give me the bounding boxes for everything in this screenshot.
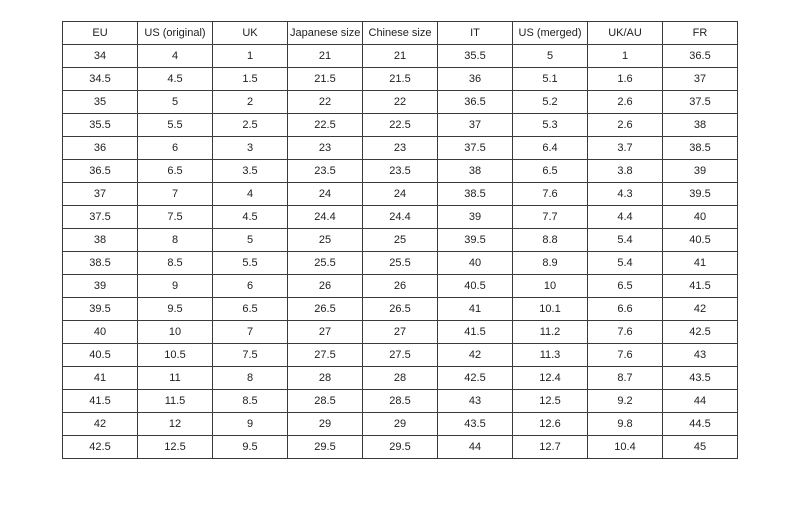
column-header-it: IT <box>438 22 513 45</box>
table-row <box>63 367 738 390</box>
table-cell: 44 <box>438 436 513 459</box>
table-cell: 39.5 <box>63 298 138 321</box>
table-cell: 38 <box>663 114 738 137</box>
table-row <box>63 344 738 367</box>
table-cell: 40 <box>63 321 138 344</box>
table-cell: 12.4 <box>513 367 588 390</box>
table-cell: 21.5 <box>363 68 438 91</box>
table-cell: 11.2 <box>513 321 588 344</box>
table-cell: 9.2 <box>588 390 663 413</box>
table-cell: 39 <box>63 275 138 298</box>
table-cell: 11 <box>138 367 213 390</box>
table-cell: 43.5 <box>438 413 513 436</box>
table-cell: 35.5 <box>438 45 513 68</box>
header-row <box>63 22 738 45</box>
table-cell: 7.6 <box>513 183 588 206</box>
table-row <box>63 252 738 275</box>
table-cell: 40.5 <box>63 344 138 367</box>
table-cell: 42.5 <box>663 321 738 344</box>
table-row <box>63 275 738 298</box>
table-cell: 38.5 <box>438 183 513 206</box>
table-cell: 9 <box>213 413 288 436</box>
table-cell: 24 <box>288 183 363 206</box>
table-cell: 2.5 <box>213 114 288 137</box>
table-cell: 4.5 <box>138 68 213 91</box>
table-cell: 6 <box>213 275 288 298</box>
table-cell: 8 <box>138 229 213 252</box>
table-cell: 22.5 <box>288 114 363 137</box>
table-cell: 37.5 <box>63 206 138 229</box>
table-cell: 37 <box>663 68 738 91</box>
table-cell: 4.3 <box>588 183 663 206</box>
table-cell: 40.5 <box>438 275 513 298</box>
table-cell: 34.5 <box>63 68 138 91</box>
table-cell: 7.7 <box>513 206 588 229</box>
table-row <box>63 91 738 114</box>
column-header-uk: UK <box>213 22 288 45</box>
table-cell: 26 <box>288 275 363 298</box>
table-cell: 29.5 <box>288 436 363 459</box>
table-cell: 41 <box>663 252 738 275</box>
table-cell: 6.5 <box>213 298 288 321</box>
table-cell: 35.5 <box>63 114 138 137</box>
table-cell: 2.6 <box>588 91 663 114</box>
column-header-eu: EU <box>63 22 138 45</box>
table-cell: 38 <box>63 229 138 252</box>
table-cell: 4.5 <box>213 206 288 229</box>
table-cell: 37.5 <box>663 91 738 114</box>
column-header-japanese-size: Japanese size <box>288 22 363 45</box>
table-cell: 42 <box>63 413 138 436</box>
table-cell: 8.8 <box>513 229 588 252</box>
table-cell: 23 <box>288 137 363 160</box>
table-cell: 43 <box>438 390 513 413</box>
table-cell: 9.5 <box>138 298 213 321</box>
column-header-uk-au: UK/AU <box>588 22 663 45</box>
table-cell: 25.5 <box>288 252 363 275</box>
table-cell: 28 <box>363 367 438 390</box>
table-cell: 22 <box>363 91 438 114</box>
table-cell: 3.5 <box>213 160 288 183</box>
table-cell: 6.6 <box>588 298 663 321</box>
table-row <box>63 206 738 229</box>
table-cell: 39 <box>663 160 738 183</box>
table-cell: 22 <box>288 91 363 114</box>
table-cell: 36.5 <box>438 91 513 114</box>
table-cell: 38.5 <box>663 137 738 160</box>
table-cell: 27.5 <box>363 344 438 367</box>
table-cell: 37 <box>63 183 138 206</box>
table-cell: 36.5 <box>63 160 138 183</box>
table-cell: 42.5 <box>63 436 138 459</box>
table-cell: 6.5 <box>138 160 213 183</box>
size-conversion-table-container <box>62 21 738 459</box>
table-cell: 38 <box>438 160 513 183</box>
table-cell: 5.2 <box>513 91 588 114</box>
table-cell: 6.5 <box>588 275 663 298</box>
table-cell: 27.5 <box>288 344 363 367</box>
table-cell: 41 <box>438 298 513 321</box>
table-cell: 5 <box>213 229 288 252</box>
table-cell: 8.5 <box>213 390 288 413</box>
table-cell: 7 <box>138 183 213 206</box>
table-cell: 8.9 <box>513 252 588 275</box>
table-cell: 12.7 <box>513 436 588 459</box>
table-cell: 12 <box>138 413 213 436</box>
table-cell: 3.8 <box>588 160 663 183</box>
table-cell: 23 <box>363 137 438 160</box>
table-cell: 42 <box>663 298 738 321</box>
table-cell: 21 <box>363 45 438 68</box>
table-cell: 26.5 <box>288 298 363 321</box>
table-cell: 29 <box>288 413 363 436</box>
table-body <box>63 45 738 459</box>
table-row <box>63 229 738 252</box>
table-cell: 1.5 <box>213 68 288 91</box>
table-cell: 1 <box>213 45 288 68</box>
table-row <box>63 114 738 137</box>
table-row <box>63 321 738 344</box>
table-cell: 9 <box>138 275 213 298</box>
table-cell: 5.5 <box>213 252 288 275</box>
table-cell: 8 <box>213 367 288 390</box>
table-row <box>63 160 738 183</box>
table-cell: 5 <box>138 91 213 114</box>
table-cell: 41.5 <box>663 275 738 298</box>
table-cell: 25.5 <box>363 252 438 275</box>
table-cell: 10 <box>513 275 588 298</box>
table-cell: 4 <box>138 45 213 68</box>
table-cell: 10.1 <box>513 298 588 321</box>
table-cell: 24.4 <box>288 206 363 229</box>
size-conversion-table <box>62 21 738 459</box>
table-cell: 10.4 <box>588 436 663 459</box>
table-cell: 35 <box>63 91 138 114</box>
table-cell: 42 <box>438 344 513 367</box>
table-cell: 40.5 <box>663 229 738 252</box>
table-row <box>63 298 738 321</box>
table-cell: 11.5 <box>138 390 213 413</box>
table-cell: 7.6 <box>588 344 663 367</box>
table-cell: 28.5 <box>363 390 438 413</box>
table-head <box>63 22 738 45</box>
column-header-us-merged: US (merged) <box>513 22 588 45</box>
table-cell: 37.5 <box>438 137 513 160</box>
table-cell: 29.5 <box>363 436 438 459</box>
table-cell: 7.6 <box>588 321 663 344</box>
table-cell: 43 <box>663 344 738 367</box>
table-cell: 39.5 <box>663 183 738 206</box>
column-header-chinese-size: Chinese size <box>363 22 438 45</box>
table-cell: 36.5 <box>663 45 738 68</box>
table-cell: 10.5 <box>138 344 213 367</box>
table-cell: 9.5 <box>213 436 288 459</box>
table-cell: 12.5 <box>138 436 213 459</box>
table-cell: 25 <box>363 229 438 252</box>
table-cell: 3 <box>213 137 288 160</box>
table-cell: 42.5 <box>438 367 513 390</box>
table-row <box>63 137 738 160</box>
table-cell: 12.6 <box>513 413 588 436</box>
table-cell: 8.7 <box>588 367 663 390</box>
table-cell: 21.5 <box>288 68 363 91</box>
table-cell: 28.5 <box>288 390 363 413</box>
table-cell: 2.6 <box>588 114 663 137</box>
table-cell: 11.3 <box>513 344 588 367</box>
table-cell: 25 <box>288 229 363 252</box>
table-cell: 29 <box>363 413 438 436</box>
table-cell: 45 <box>663 436 738 459</box>
table-cell: 27 <box>288 321 363 344</box>
table-row <box>63 68 738 91</box>
table-cell: 43.5 <box>663 367 738 390</box>
table-cell: 23.5 <box>288 160 363 183</box>
table-cell: 5.1 <box>513 68 588 91</box>
table-cell: 44 <box>663 390 738 413</box>
table-cell: 1.6 <box>588 68 663 91</box>
table-cell: 26.5 <box>363 298 438 321</box>
table-cell: 38.5 <box>63 252 138 275</box>
table-row <box>63 183 738 206</box>
table-row <box>63 390 738 413</box>
table-cell: 22.5 <box>363 114 438 137</box>
column-header-us-original: US (original) <box>138 22 213 45</box>
table-cell: 7.5 <box>213 344 288 367</box>
table-cell: 39.5 <box>438 229 513 252</box>
table-cell: 9.8 <box>588 413 663 436</box>
table-cell: 24.4 <box>363 206 438 229</box>
table-row <box>63 413 738 436</box>
table-cell: 6.4 <box>513 137 588 160</box>
table-cell: 37 <box>438 114 513 137</box>
table-cell: 41.5 <box>63 390 138 413</box>
table-cell: 2 <box>213 91 288 114</box>
table-cell: 5.5 <box>138 114 213 137</box>
table-cell: 6 <box>138 137 213 160</box>
table-cell: 39 <box>438 206 513 229</box>
table-cell: 40 <box>438 252 513 275</box>
table-cell: 36 <box>63 137 138 160</box>
table-cell: 27 <box>363 321 438 344</box>
table-cell: 41.5 <box>438 321 513 344</box>
table-cell: 1 <box>588 45 663 68</box>
table-cell: 10 <box>138 321 213 344</box>
table-cell: 41 <box>63 367 138 390</box>
table-cell: 3.7 <box>588 137 663 160</box>
table-cell: 36 <box>438 68 513 91</box>
table-cell: 44.5 <box>663 413 738 436</box>
table-cell: 5.4 <box>588 229 663 252</box>
table-row <box>63 436 738 459</box>
table-cell: 28 <box>288 367 363 390</box>
table-cell: 23.5 <box>363 160 438 183</box>
table-cell: 26 <box>363 275 438 298</box>
table-row <box>63 45 738 68</box>
table-cell: 7 <box>213 321 288 344</box>
table-cell: 40 <box>663 206 738 229</box>
table-cell: 21 <box>288 45 363 68</box>
table-cell: 12.5 <box>513 390 588 413</box>
table-cell: 8.5 <box>138 252 213 275</box>
table-cell: 4.4 <box>588 206 663 229</box>
table-cell: 6.5 <box>513 160 588 183</box>
table-cell: 5.4 <box>588 252 663 275</box>
column-header-fr: FR <box>663 22 738 45</box>
table-cell: 5.3 <box>513 114 588 137</box>
table-cell: 34 <box>63 45 138 68</box>
table-cell: 7.5 <box>138 206 213 229</box>
table-cell: 5 <box>513 45 588 68</box>
table-cell: 4 <box>213 183 288 206</box>
table-cell: 24 <box>363 183 438 206</box>
